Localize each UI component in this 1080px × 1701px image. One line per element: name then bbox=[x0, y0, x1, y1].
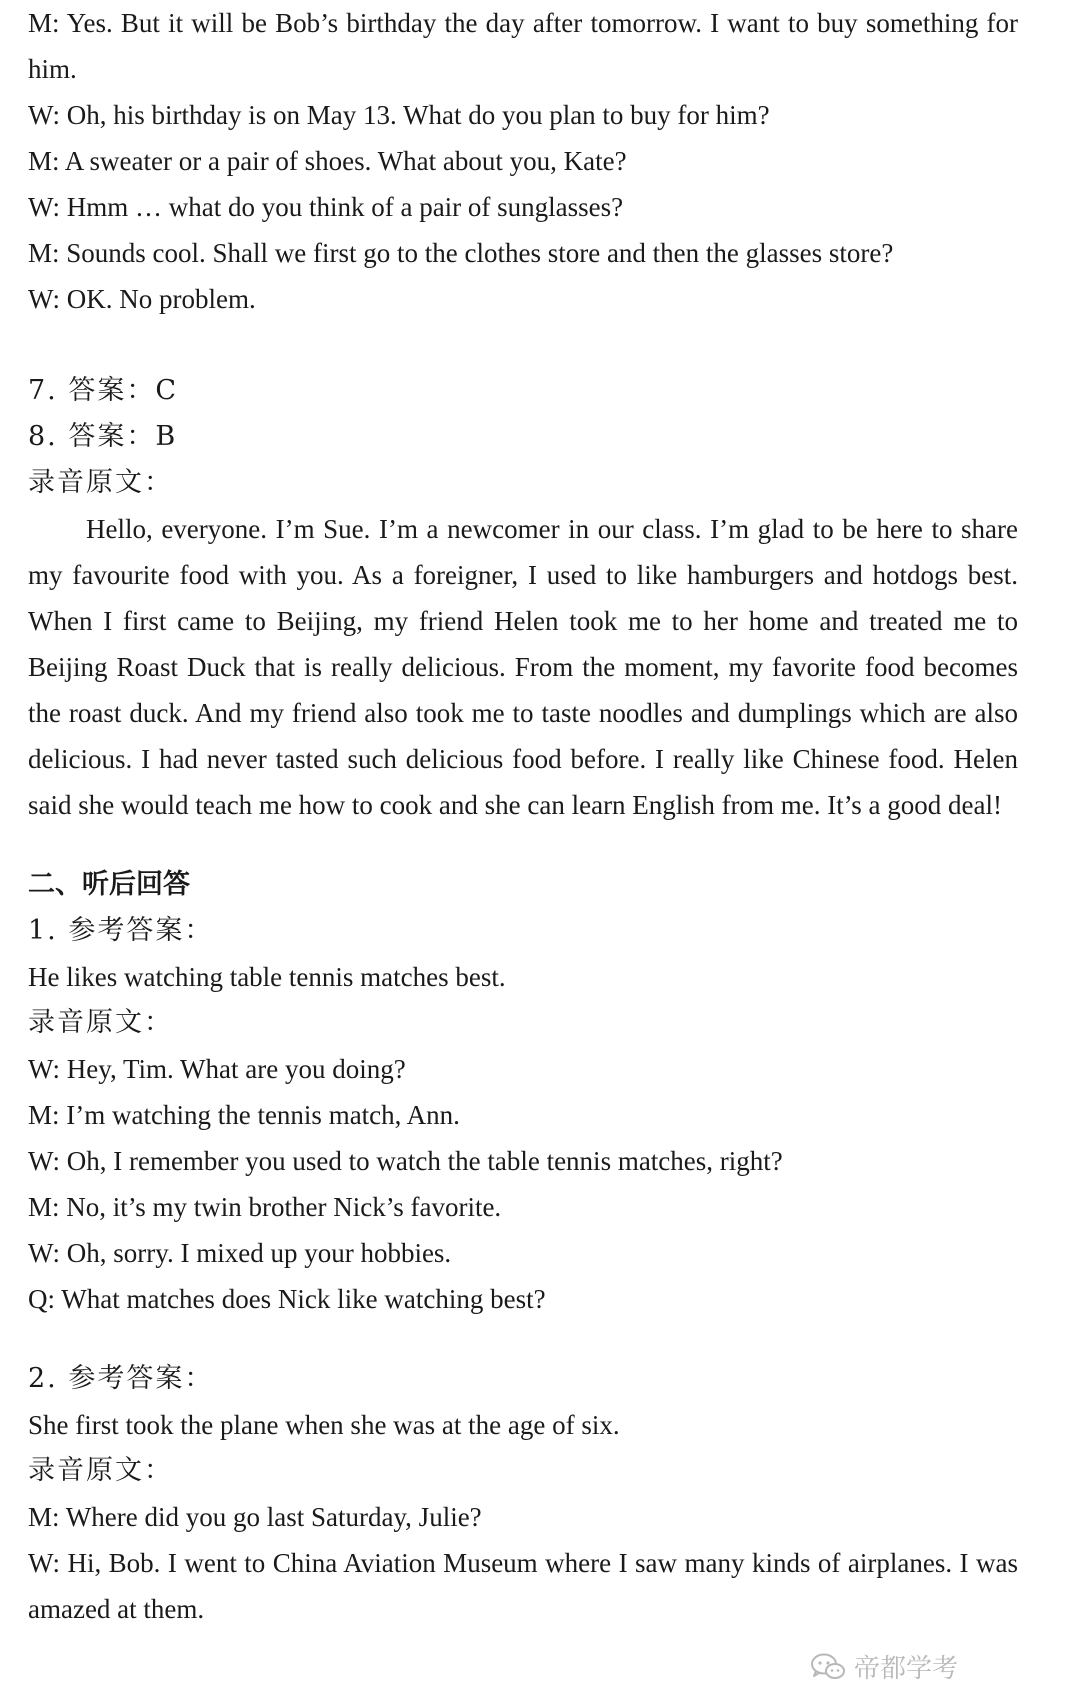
transcript-passage: Hello, everyone. I’m Sue. I’m a newcomer in our class. I’m glad to be here to share my favourite food with you. As a foreigner, I used to like hamburgers and hotdogs best. When I first came to Beijing, my friend Helen took me to her home and treated me to Beijing Roast Duck that is really delicious. From the moment, my favorite food becomes the roast duck. And my friend also took me to taste noodles and dumplings which are also delicious. I had never tasted such delicious food before. I really like Chinese food. Helen said she would teach me how to cook and she can learn English from me. It’s a good deal! bbox=[28, 514, 1018, 820]
dialogue-line: W: Oh, his birthday is on May 13. What do you plan to buy for him? bbox=[28, 100, 770, 130]
transcript-label: 录音原文： bbox=[28, 1007, 173, 1038]
answer-7: 7. 答案：C bbox=[28, 375, 179, 406]
answer-8: 8. 答案：B bbox=[28, 421, 178, 452]
spacer bbox=[28, 322, 1018, 368]
q2-answer: She first took the plane when she was at the age of six. bbox=[28, 1410, 620, 1440]
dialogue-line: W: OK. No problem. bbox=[28, 284, 256, 314]
transcript-label: 录音原文： bbox=[28, 1455, 173, 1486]
dialogue-line: W: Hey, Tim. What are you doing? bbox=[28, 1054, 406, 1084]
spacer bbox=[28, 828, 1018, 862]
dialogue-line: M: Where did you go last Saturday, Julie? bbox=[28, 1502, 482, 1532]
dialogue-line: M: No, it’s my twin brother Nick’s favorite. bbox=[28, 1192, 502, 1222]
dialogue-line: M: A sweater or a pair of shoes. What about you, Kate? bbox=[28, 146, 627, 176]
question-line: Q: What matches does Nick like watching best? bbox=[28, 1284, 546, 1314]
dialogue-line: M: Yes. But it will be Bob’s birthday the day after tomorrow. I want to buy something for him. bbox=[28, 8, 1018, 84]
dialogue-line: W: Hmm … what do you think of a pair of sunglasses? bbox=[28, 192, 624, 222]
dialogue-line: W: Hi, Bob. I went to China Aviation Museum where I saw many kinds of airplanes. I was amazed at them. bbox=[28, 1548, 1018, 1624]
dialogue-line: W: Oh, sorry. I mixed up your hobbies. bbox=[28, 1238, 452, 1268]
dialogue-line: M: Sounds cool. Shall we first go to the clothes store and then the glasses store? bbox=[28, 238, 894, 268]
transcript-label: 录音原文： bbox=[28, 467, 173, 498]
q1-label: 1. 参考答案： bbox=[28, 915, 214, 946]
q1-answer: He likes watching table tennis matches best. bbox=[28, 962, 506, 992]
dialogue-line: M: I’m watching the tennis match, Ann. bbox=[28, 1100, 460, 1130]
dialogue-line: W: Oh, I remember you used to watch the table tennis matches, right? bbox=[28, 1146, 783, 1176]
q2-label: 2. 参考答案： bbox=[28, 1363, 214, 1394]
document-page bbox=[28, 0, 1018, 1632]
watermark-text: 帝都学考 bbox=[853, 1654, 958, 1684]
watermark-badge bbox=[810, 1648, 958, 1685]
spacer bbox=[28, 1322, 1018, 1356]
section-heading: 二、听后回答 bbox=[28, 869, 190, 900]
wechat-icon bbox=[810, 1652, 846, 1682]
